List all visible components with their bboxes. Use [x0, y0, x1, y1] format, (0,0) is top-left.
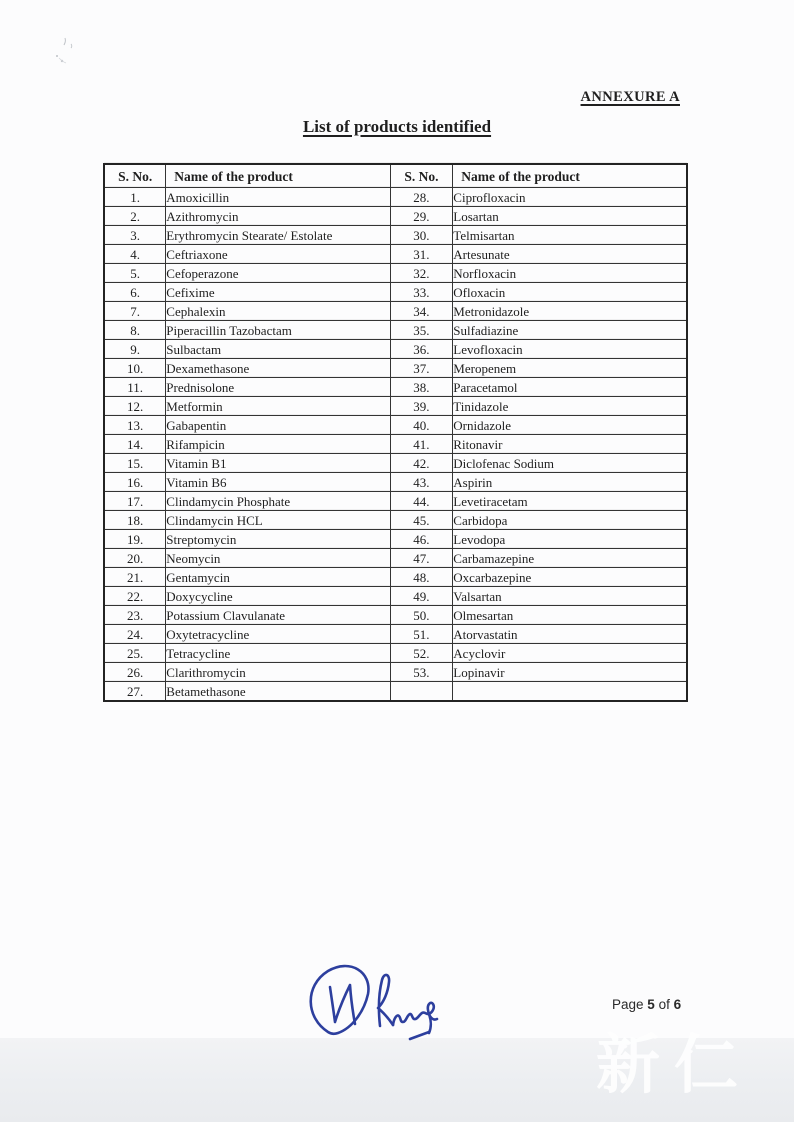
table-row	[104, 321, 687, 340]
row-number-cell-right: 30.	[390, 226, 453, 245]
product-name-cell-left: Gabapentin	[166, 416, 390, 435]
product-name-cell-right: Levetiracetam	[453, 492, 687, 511]
row-number-cell-left: 15.	[104, 454, 166, 473]
product-name-cell-left: Neomycin	[166, 549, 390, 568]
product-name-cell-left: Doxycycline	[166, 587, 390, 606]
row-number-cell-right: 51.	[390, 625, 453, 644]
product-name-cell-left: Metformin	[166, 397, 390, 416]
product-name-cell-right: Losartan	[453, 207, 687, 226]
table-row	[104, 492, 687, 511]
row-number-cell-right: 35.	[390, 321, 453, 340]
product-name-cell-right: Norfloxacin	[453, 264, 687, 283]
footer-of-word: of	[658, 997, 670, 1012]
row-number-cell-left: 13.	[104, 416, 166, 435]
footer-prefix: Page	[612, 997, 644, 1012]
row-number-cell-right: 39.	[390, 397, 453, 416]
table-row	[104, 188, 687, 207]
row-number-cell-right: 50.	[390, 606, 453, 625]
table-row	[104, 397, 687, 416]
row-number-cell-right: 42.	[390, 454, 453, 473]
row-number-cell-left: 9.	[104, 340, 166, 359]
product-name-cell-right: Paracetamol	[453, 378, 687, 397]
row-number-cell-right: 38.	[390, 378, 453, 397]
table-row	[104, 264, 687, 283]
header-row	[104, 164, 687, 188]
row-number-cell-right: 43.	[390, 473, 453, 492]
row-number-cell-right: 53.	[390, 663, 453, 682]
product-name-cell-right: Ofloxacin	[453, 283, 687, 302]
table-row	[104, 378, 687, 397]
table-row	[104, 435, 687, 454]
header-sno-right: S. No.	[390, 164, 453, 188]
table-row	[104, 549, 687, 568]
row-number-cell-right: 48.	[390, 568, 453, 587]
table-row	[104, 416, 687, 435]
watermark-text: 新仁	[596, 1029, 752, 1103]
product-name-cell-right: Artesunate	[453, 245, 687, 264]
table-row	[104, 663, 687, 682]
product-table-body	[104, 188, 687, 702]
product-name-cell-left: Potassium Clavulanate	[166, 606, 390, 625]
product-name-cell-left: Prednisolone	[166, 378, 390, 397]
table-row	[104, 473, 687, 492]
pencil-mark-artifact	[45, 30, 115, 75]
product-name-cell-left: Ceftriaxone	[166, 245, 390, 264]
product-name-cell-right: Diclofenac Sodium	[453, 454, 687, 473]
product-name-cell-right: Carbidopa	[453, 511, 687, 530]
row-number-cell-left: 22.	[104, 587, 166, 606]
row-number-cell-right: 47.	[390, 549, 453, 568]
row-number-cell-left: 8.	[104, 321, 166, 340]
row-number-cell-left: 2.	[104, 207, 166, 226]
footer-total-pages: 6	[673, 997, 682, 1012]
product-name-cell-right: Acyclovir	[453, 644, 687, 663]
header-name-right: Name of the product	[453, 164, 687, 188]
table-row	[104, 587, 687, 606]
table-row	[104, 245, 687, 264]
product-name-cell-left: Piperacillin Tazobactam	[166, 321, 390, 340]
table-row	[104, 226, 687, 245]
product-name-cell-left: Streptomycin	[166, 530, 390, 549]
row-number-cell-left: 14.	[104, 435, 166, 454]
row-number-cell-right	[390, 682, 453, 702]
row-number-cell-left: 25.	[104, 644, 166, 663]
product-name-cell-right: Lopinavir	[453, 663, 687, 682]
row-number-cell-left: 17.	[104, 492, 166, 511]
row-number-cell-right: 28.	[390, 188, 453, 207]
row-number-cell-left: 4.	[104, 245, 166, 264]
product-name-cell-right: Atorvastatin	[453, 625, 687, 644]
table-row	[104, 340, 687, 359]
product-name-cell-left: Dexamethasone	[166, 359, 390, 378]
product-name-cell-left: Erythromycin Stearate/ Estolate	[166, 226, 390, 245]
row-number-cell-right: 33.	[390, 283, 453, 302]
row-number-cell-left: 21.	[104, 568, 166, 587]
row-number-cell-right: 52.	[390, 644, 453, 663]
product-name-cell-left: Betamethasone	[166, 682, 390, 702]
row-number-cell-right: 32.	[390, 264, 453, 283]
row-number-cell-right: 44.	[390, 492, 453, 511]
page-title: List of products identified	[302, 117, 492, 136]
row-number-cell-left: 26.	[104, 663, 166, 682]
table-row	[104, 359, 687, 378]
product-name-cell-right: Olmesartan	[453, 606, 687, 625]
footer-current-page: 5	[647, 997, 655, 1012]
table-row	[104, 511, 687, 530]
product-name-cell-left: Cefixime	[166, 283, 390, 302]
product-name-cell-right: Levofloxacin	[453, 340, 687, 359]
product-name-cell-right: Oxcarbazepine	[453, 568, 687, 587]
product-name-cell-right: Aspirin	[453, 473, 687, 492]
row-number-cell-left: 3.	[104, 226, 166, 245]
row-number-cell-left: 10.	[104, 359, 166, 378]
product-name-cell-right: Carbamazepine	[453, 549, 687, 568]
header-name-left: Name of the product	[166, 164, 390, 188]
row-number-cell-left: 20.	[104, 549, 166, 568]
product-name-cell-left: Rifampicin	[166, 435, 390, 454]
product-name-cell-left: Tetracycline	[166, 644, 390, 663]
product-name-cell-left: Gentamycin	[166, 568, 390, 587]
product-name-cell-left: Amoxicillin	[166, 188, 390, 207]
product-name-cell-left: Clindamycin HCL	[166, 511, 390, 530]
table-row	[104, 454, 687, 473]
table-row	[104, 644, 687, 663]
product-name-cell-left: Cephalexin	[166, 302, 390, 321]
row-number-cell-right: 41.	[390, 435, 453, 454]
row-number-cell-left: 7.	[104, 302, 166, 321]
product-name-cell-left: Clarithromycin	[166, 663, 390, 682]
table-row	[104, 302, 687, 321]
product-name-cell-left: Clindamycin Phosphate	[166, 492, 390, 511]
row-number-cell-left: 16.	[104, 473, 166, 492]
product-name-cell-right: Metronidazole	[453, 302, 687, 321]
header-sno-left: S. No.	[104, 164, 166, 188]
product-name-cell-right: Ciprofloxacin	[453, 188, 687, 207]
product-name-cell-left: Vitamin B6	[166, 473, 390, 492]
page-number-label	[612, 997, 681, 1012]
row-number-cell-left: 12.	[104, 397, 166, 416]
row-number-cell-left: 24.	[104, 625, 166, 644]
row-number-cell-right: 37.	[390, 359, 453, 378]
product-name-cell-right: Ritonavir	[453, 435, 687, 454]
product-name-cell-right: Levodopa	[453, 530, 687, 549]
product-name-cell-right: Tinidazole	[453, 397, 687, 416]
table-row	[104, 682, 687, 702]
row-number-cell-left: 11.	[104, 378, 166, 397]
signature	[298, 960, 458, 1055]
product-table	[103, 163, 688, 702]
table-row	[104, 530, 687, 549]
table-row	[104, 625, 687, 644]
product-name-cell-right: Telmisartan	[453, 226, 687, 245]
row-number-cell-left: 1.	[104, 188, 166, 207]
product-name-cell-right	[453, 682, 687, 702]
product-name-cell-right: Sulfadiazine	[453, 321, 687, 340]
product-name-cell-left: Cefoperazone	[166, 264, 390, 283]
table-row	[104, 283, 687, 302]
row-number-cell-left: 27.	[104, 682, 166, 702]
row-number-cell-right: 45.	[390, 511, 453, 530]
annexure-label: ANNEXURE A	[580, 89, 680, 105]
row-number-cell-right: 49.	[390, 587, 453, 606]
table-row	[104, 606, 687, 625]
product-table-header	[104, 164, 687, 188]
row-number-cell-left: 5.	[104, 264, 166, 283]
row-number-cell-right: 40.	[390, 416, 453, 435]
row-number-cell-right: 31.	[390, 245, 453, 264]
table-row	[104, 207, 687, 226]
product-name-cell-left: Oxytetracycline	[166, 625, 390, 644]
product-name-cell-right: Valsartan	[453, 587, 687, 606]
table-row	[104, 568, 687, 587]
row-number-cell-left: 23.	[104, 606, 166, 625]
row-number-cell-right: 34.	[390, 302, 453, 321]
row-number-cell-right: 36.	[390, 340, 453, 359]
product-name-cell-right: Meropenem	[453, 359, 687, 378]
row-number-cell-right: 46.	[390, 530, 453, 549]
product-name-cell-left: Vitamin B1	[166, 454, 390, 473]
row-number-cell-right: 29.	[390, 207, 453, 226]
row-number-cell-left: 6.	[104, 283, 166, 302]
product-name-cell-left: Azithromycin	[166, 207, 390, 226]
row-number-cell-left: 19.	[104, 530, 166, 549]
product-name-cell-left: Sulbactam	[166, 340, 390, 359]
row-number-cell-left: 18.	[104, 511, 166, 530]
product-name-cell-right: Ornidazole	[453, 416, 687, 435]
